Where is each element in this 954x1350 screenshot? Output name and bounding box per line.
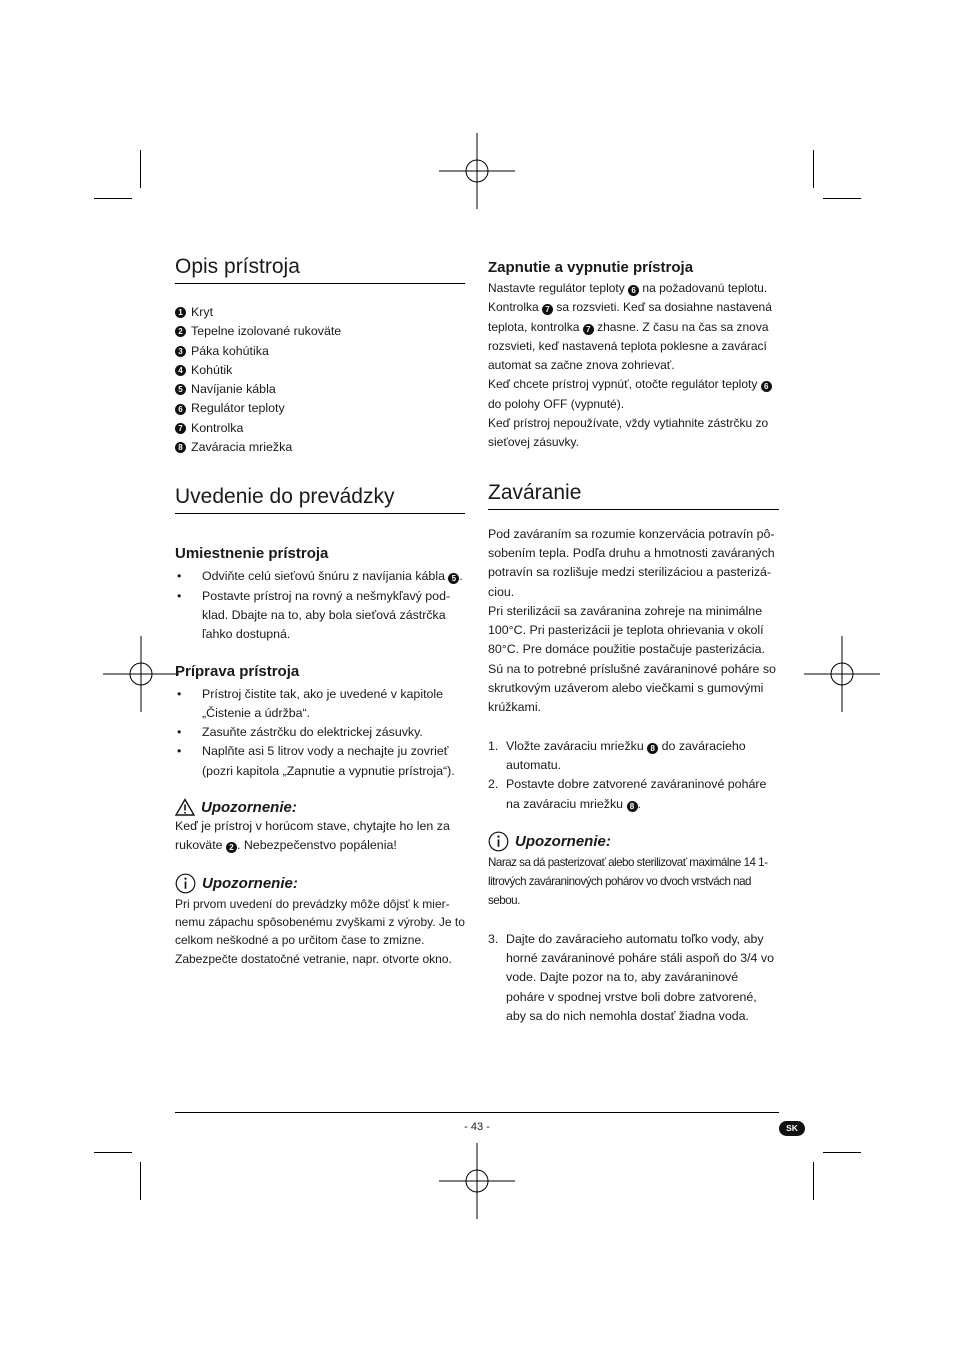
- subheading-umiestnenie: Umiestnenie prístroja: [175, 545, 329, 563]
- section-title-zavaranie: Zaváranie: [488, 480, 779, 510]
- list-item: • Naplňte asi 5 litrov vody a nechajte ju zovrieť (pozri kapitola „Zapnutie a vypnutie prístroja“).: [175, 742, 465, 781]
- footer-divider: [175, 1112, 779, 1113]
- registration-mark-left: [103, 636, 179, 712]
- step-text: Dajte do zaváracieho automatu toľko vody, aby horné zaváraninové poháre stáli aspoň do 3/4 vo vode. Dajte pozor na to, aby zaváraninové poháre v spodnej vrstve boli dobre zatvorené, aby sa do nich nemohla dostať žiadna voda.: [506, 931, 774, 1023]
- notice-title-text: Upozornenie:: [201, 798, 297, 816]
- list-item: • Prístroj čistite tak, ako je uvedené v kapitole „Čistenie a údržba“.: [175, 685, 465, 724]
- notice-title-text: Upozornenie:: [202, 874, 298, 892]
- left-column: [175, 254, 465, 968]
- subheading-priprava: Príprava prístroja: [175, 662, 300, 680]
- right-column: [488, 258, 779, 1026]
- number-badge: 7: [542, 304, 553, 315]
- step-number: 3.: [488, 931, 499, 946]
- text-span: Keď chcete prístroj vypnúť, otočte regulátor teploty: [488, 377, 761, 392]
- section-zavaranie: [488, 480, 779, 1027]
- paragraph: Pri sterilizácii sa zaváranina zohreje na minimálne 100°C. Pri pasterizácii je teplota ohrievania v okolí 80°C. Pre domáce použitie postačuje pasterizácia. Sú na to potrebné príslušné zaváraninové poháre so skrutkovým uzáverom alebo viečkami s gumovými krúžkami.: [488, 603, 776, 715]
- info-icon: [175, 873, 196, 894]
- text-span: do zaváracieho automatu.: [506, 738, 746, 772]
- number-badge: 7: [583, 324, 594, 335]
- list-item-label: Navíjanie kábla: [191, 382, 276, 397]
- warning-text: [175, 817, 465, 856]
- paragraph: Keď prístroj nepoužívate, vždy vytiahnite zástrčku zo sieťovej zásuvky.: [488, 416, 769, 450]
- bullet-list: [175, 685, 465, 781]
- warning-notice: [175, 798, 465, 856]
- number-badge: 8: [647, 743, 658, 754]
- section-title-uvedenie: Uvedenie do prevádzky: [175, 484, 465, 514]
- paragraph: [488, 279, 779, 375]
- list-item: [175, 342, 465, 361]
- text-span: .: [637, 796, 641, 811]
- list-item-label: Zaváracia mriežka: [191, 440, 293, 455]
- warning-text-part: . Nebezpečenstvo popálenia!: [236, 838, 397, 853]
- parts-list: [175, 303, 465, 457]
- list-item-label: Tepelne izolované rukoväte: [191, 324, 342, 339]
- text-span: na požadovanú teplotu. Kontrolka: [488, 281, 768, 315]
- info-notice: [488, 831, 779, 911]
- list-item: [175, 567, 465, 586]
- text-span: zhasne. Z času na čas sa znova rozsvieti, keď nastavená teplota poklesne a zavárací automat sa začne znova zohrievať.: [488, 319, 769, 373]
- info-notice-title: [175, 873, 465, 894]
- list-item-label: Regulátor teploty: [191, 401, 285, 416]
- notice-title-text: Upozornenie:: [515, 832, 611, 850]
- number-badge: 2: [226, 842, 237, 853]
- list-item: • Postavte prístroj na rovný a nešmykľavý pod-klad. Dbajte na to, aby bola sieťová zástrčka ľahko dostupná.: [175, 587, 465, 645]
- number-badge: 1: [175, 307, 186, 318]
- number-badge: 7: [175, 423, 186, 434]
- warning-text-part: Keď je prístroj v horúcom stave, chytajte ho len za rukoväte: [175, 819, 450, 853]
- list-item-label: Kryt: [191, 305, 214, 319]
- list-item-text: .: [459, 569, 463, 584]
- section-title-opis: Opis prístroja: [175, 254, 465, 284]
- list-item: [175, 419, 465, 438]
- number-badge: 6: [628, 285, 639, 296]
- registration-mark-top: [439, 133, 515, 209]
- number-badge: 8: [175, 442, 186, 453]
- registration-mark-right: [804, 636, 880, 712]
- list-item: [488, 737, 779, 776]
- text-span: Vložte zaváraciu mriežku: [506, 738, 648, 753]
- list-item-label: Kontrolka: [191, 420, 244, 435]
- list-item: [488, 775, 779, 814]
- text-span: Postavte dobre zatvorené zaváraninové poháre na zaváraciu mriežku: [506, 777, 767, 811]
- text-span: do polohy OFF (vypnuté).: [488, 396, 625, 411]
- list-item: [175, 399, 465, 418]
- number-badge: 6: [761, 381, 772, 392]
- info-notice: [175, 873, 465, 968]
- info-icon: [488, 831, 509, 852]
- subheading-zapnutie: Zapnutie a vypnutie prístroja: [488, 259, 694, 276]
- step-number: 1.: [488, 738, 499, 753]
- section-opis: [175, 254, 465, 457]
- warning-triangle-icon: [175, 798, 195, 816]
- number-badge: 2: [175, 326, 186, 337]
- steps-list: [488, 930, 779, 1026]
- bullet-list: [175, 567, 465, 644]
- step-text: [506, 775, 779, 814]
- number-badge: 4: [175, 365, 186, 376]
- registration-mark-bottom: [439, 1143, 515, 1219]
- info-text: Pri prvom uvedení do prevádzky môže dôjsť k mier-nemu zápachu spôsobenému zvyškami z výroby. Je to celkom neškodné a po určitom čase to zmizne. Zabezpečte dostatočné vetranie, napr. otvorte okno.: [175, 896, 465, 966]
- warning-notice-title: [175, 798, 465, 816]
- paragraph: [488, 375, 779, 414]
- list-item: [175, 303, 465, 322]
- number-badge: 5: [175, 384, 186, 395]
- list-item: [175, 361, 465, 380]
- info-notice-title: [488, 831, 779, 852]
- list-item: [175, 322, 465, 341]
- list-item-label: Páka kohútika: [191, 343, 269, 358]
- section-zapnutie: [488, 258, 779, 453]
- text-span: Nastavte regulátor teploty: [488, 281, 629, 295]
- step-text: [506, 737, 779, 776]
- list-item-label: Kohútik: [191, 362, 233, 377]
- language-badge: SK: [779, 1121, 805, 1136]
- list-item: • Zasuňte zástrčku do elektrickej zásuvky.: [175, 723, 465, 742]
- page-number: - 43 -: [464, 1121, 490, 1133]
- list-item: [488, 930, 779, 1026]
- info-text: Naraz sa dá pasterizovať alebo sterilizovať maximálne 14 1-litrových zaváraninových pohárov vo dvoch vrstvách nad sebou.: [488, 855, 768, 908]
- list-item: [175, 438, 465, 457]
- list-item-text: Odviňte celú sieťovú šnúru z navíjania kábla: [202, 569, 449, 584]
- paragraph: Pod zaváraním sa rozumie konzervácia potravín pô-sobením tepla. Podľa druhu a hmotnosti zaváraných potravín sa rozlišuje medzi sterilizáciou a pasterizá-ciou.: [488, 526, 775, 599]
- steps-list: [488, 737, 779, 814]
- text-span: sa rozsvieti. Keď sa dosiahne nastavená teplota, kontrolka: [488, 300, 772, 334]
- number-badge: 6: [175, 404, 186, 415]
- section-uvedenie: [175, 484, 465, 967]
- step-number: 2.: [488, 777, 499, 792]
- list-item: [175, 380, 465, 399]
- number-badge: 3: [175, 346, 186, 357]
- number-badge: 5: [448, 573, 459, 584]
- number-badge: 8: [627, 801, 638, 812]
